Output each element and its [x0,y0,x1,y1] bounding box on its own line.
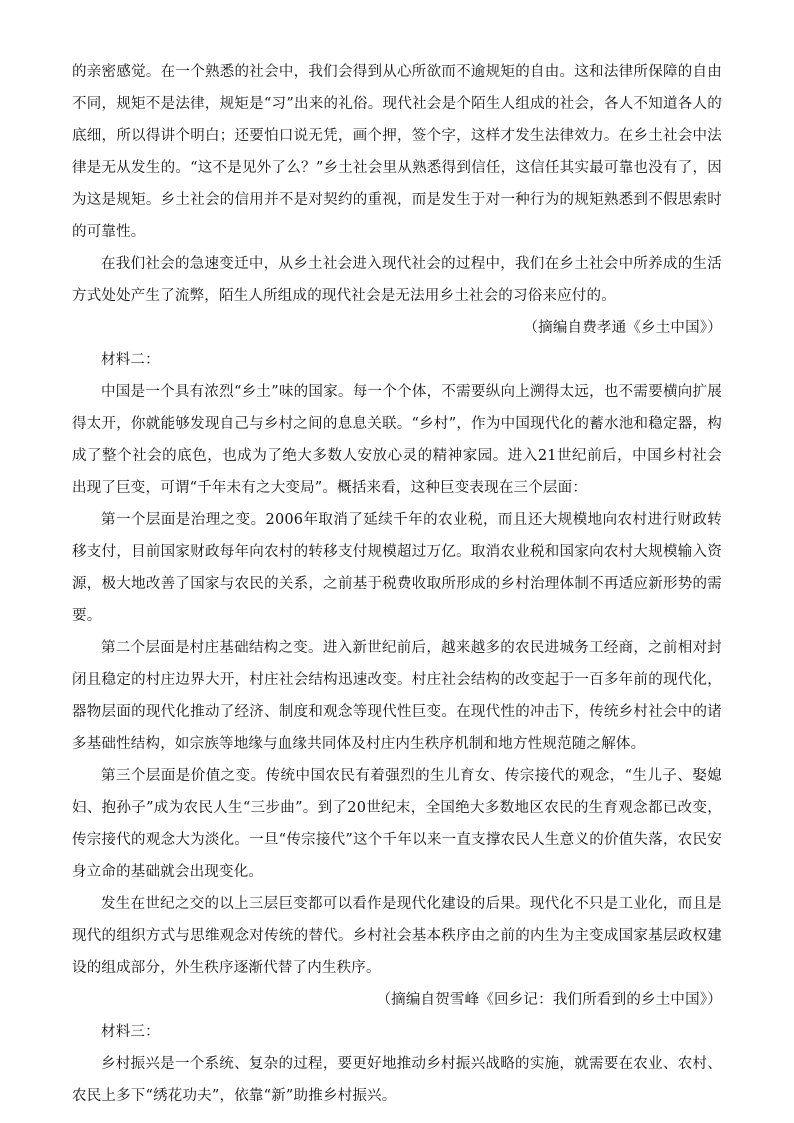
document-body [72,56,722,1112]
source-citation-2: （摘编自贺雪峰《回乡记：我们所看到的乡土中国》） [376,992,722,1008]
paragraph-6: 第三个层面是价值之变。传统中国农民有着强烈的生儿育女、传宗接代的观念，“生儿子、娶媳妇、抱孙子”成为农民人生“三步曲”。到了20世纪末，全国绝大多数地区农民的生育观念都已改变，传宗接代的观念大为淡化。一旦“传宗接代”这个千年以来一直支撑农民人生意义的价值失落，农民安身立命的基础就会出现变化。 [72,768,722,880]
paragraph-3: 中国是一个具有浓烈“乡土”味的国家。每一个个体，不需要纵向上溯得太远，也不需要横向扩展得太开，你就能够发现自己与乡村之间的息息关联。“乡村”，作为中国现代化的蓄水池和稳定器，构成了整个社会的底色，也成为了绝大多数人安放心灵的精神家园。进入21世纪前后，中国乡村社会出现了巨变，可谓“千年未有之大变局”。概括来看，这种巨变表现在三个层面： [72,384,722,496]
paragraph-2: 在我们社会的急速变迁中，从乡土社会进入现代社会的过程中，我们在乡土社会中所养成的生活方式处处产生了流弊，陌生人所组成的现代社会是无法用乡土社会的习俗来应付的。 [72,256,722,304]
paragraph-7: 发生在世纪之交的以上三层巨变都可以看作是现代化建设的后果。现代化不只是工业化，而且是现代的组织方式与思维观念对传统的替代。乡村社会基本秩序由之前的内生为主变成国家基层政权建设的组成部分，外生秩序逐渐代替了内生秩序。 [72,896,722,976]
paragraph-5: 第二个层面是村庄基础结构之变。进入新世纪前后，越来越多的农民进城务工经商，之前相对封闭且稳定的村庄边界大开，村庄社会结构迅速改变。村庄社会结构的改变起于一百多年前的现代化，器物层面的现代化推动了经济、制度和观念等现代性巨变。在现代性的冲击下，传统乡村社会中的诸多基础性结构，如宗族等地缘与血缘共同体及村庄内生秩序机制和地方性规范随之解体。 [72,640,722,752]
paragraph-1: 的亲密感觉。在一个熟悉的社会中，我们会得到从心所欲而不逾规矩的自由。这和法律所保障的自由不同，规矩不是法律，规矩是“习”出来的礼俗。现代社会是个陌生人组成的社会，各人不知道各人的底细，所以得讲个明白；还要怕口说无凭，画个押，签个字，这样才发生法律效力。在乡土社会中法律是无从发生的。“这不是见外了么？”乡土社会里从熟悉得到信任，这信任其实最可靠也没有了，因为这是规矩。乡土社会的信用并不是对契约的重视，而是发生于对一种行为的规矩熟悉到不假思索时的可靠性。 [72,64,722,240]
material-2-heading: 材料二： [101,352,160,368]
paragraph-8: 乡村振兴是一个系统、复杂的过程，要更好地推动乡村振兴战略的实施，就需要在农业、农村、农民上多下“绣花功夫”，依靠“新”助推乡村振兴。 [72,1056,722,1104]
source-citation-1: （摘编自费孝通《乡土中国》） [523,320,722,336]
paragraph-4: 第一个层面是治理之变。2006年取消了延续千年的农业税，而且还大规模地向农村进行财政转移支付，目前国家财政每年向农村的转移支付规模超过万亿。取消农业税和国家向农村大规模输入资源，极大地改善了国家与农民的关系，之前基于税费收取所形成的乡村治理体制不再适应新形势的需要。 [72,512,722,624]
material-3-heading: 材料三： [101,1024,160,1040]
